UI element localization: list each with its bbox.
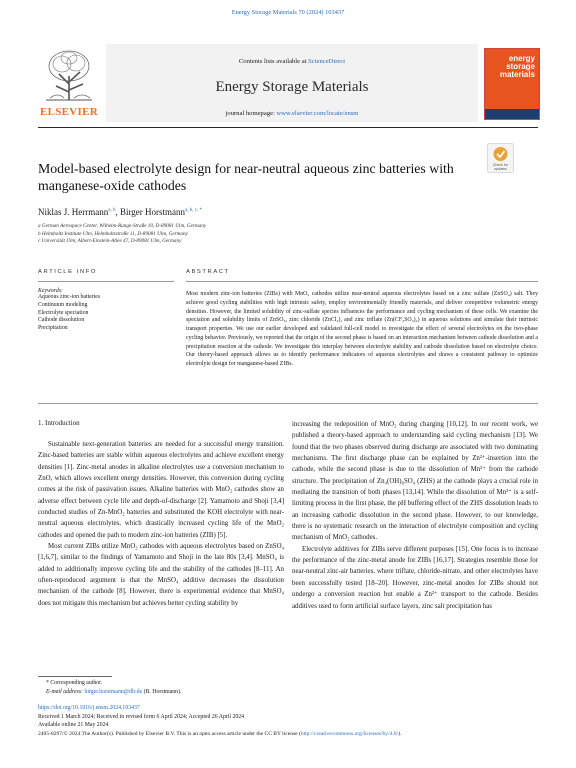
contents-line <box>106 58 478 65</box>
abstract-bottom-rule <box>38 403 538 404</box>
license-text: 2405-8297/© 2024 The Author(s). Published by Elsevier B.V. This is an open access article under the CC BY license ( <box>38 730 301 737</box>
homepage-link[interactable]: www.elsevier.com/locate/ensm <box>276 110 359 117</box>
license-line <box>38 730 401 739</box>
journal-cover-image[interactable] <box>484 48 540 120</box>
footnote-rule <box>38 676 112 677</box>
keyword: Cathode dissolution <box>38 317 85 324</box>
cover-text-line: energy <box>508 54 535 63</box>
contents-prefix: Contents lists available at <box>238 58 309 65</box>
author-list <box>38 207 202 217</box>
author-name[interactable]: Niklas J. Herrmann <box>38 207 109 217</box>
article-footer <box>38 704 401 738</box>
elsevier-tree-icon <box>44 48 94 102</box>
section-heading: 1. Introduction <box>38 419 80 427</box>
license-link[interactable]: http://creativecommons.org/licenses/by/4.0/ <box>300 730 399 737</box>
keyword: Precipitation <box>38 325 68 332</box>
cover-stripe <box>485 109 539 119</box>
email-link[interactable]: birger.horstmann@dlr.de <box>84 688 143 695</box>
left-column <box>38 439 284 609</box>
affiliation: c Universität Ulm, Albert-Einstein-Allee 47, D-89081 Ulm, Germany <box>38 238 182 244</box>
article-info-divider <box>38 281 174 282</box>
keyword: Continuum modeling <box>38 301 88 308</box>
keyword: Aqueous zinc-ion batteries <box>38 294 101 300</box>
journal-title: Energy Storage Materials <box>215 79 369 95</box>
journal-banner <box>106 44 478 122</box>
doi-link[interactable]: https://doi.org/10.1016/j.ensm.2024.103437 <box>38 705 140 711</box>
email-line <box>38 688 181 697</box>
svg-text:updates: updates <box>494 167 507 171</box>
keywords-block <box>38 288 178 333</box>
header-rule <box>38 127 538 128</box>
affiliation: a German Aerospace Center, Wilhelm-Runge-Straße 10, D-89081 Ulm, Germany <box>38 223 207 229</box>
abstract-text: Most modern zinc-ion batteries (ZIBs) with MnO₂ cathodes utilize near-neutral aqueous electrolytes based on a zinc sulfate (ZnSO₄) salt. They achieve good cycling stabilities with high intrinsic safety, employ environmentally friendly materials, and deliver competitive volumetric energy densities. However, the limited solubility of zinc-sulfate species influences the performance and cycling mechanism of these cells. We examine the speciation and solubility limits of ZnSO₄, zinc chloride (ZnCl₂), and zinc triflate (Zn(CF₃SO₃)₂) in aqueous solutions and simulate their intrinsic transport properties. We use our earlier developed and validated full-cell model to investigate the effect of several electrolytes on the two-phase cycling behavior. Previously, we reported that the origin of the second phase is based on an interaction mechanism between cathode dissolution and a precipitation reaction at the cathode. We investigate this interplay between electrolyte stability and cathode dissolution based on electrolyte choice. Our theory-based approach allows us to identify performance indicators of aqueous electrolytes and draws a consistent pathway to optimize electrolyte design for manganese-based ZIBs. <box>186 291 538 367</box>
email-label: E-mail address: <box>46 688 85 695</box>
body-paragraph: increasing the redeposition of MnO₂ during charging [10,12]. In our recent work, we published a theory-based approach to understanding said cycling mechanism [13]. We found that the two phases observed during discharge are associated with two dominating mechanisms. The first discharge phase can be explained by Zn²⁺-insertion into the cathode, while the second phase is due to the dissolution of Mn²⁺ from the cathode structure. The precipitation of Zn₄(OH)₆SO₄ (ZHS) at the cathode plays a crucial role in mediating the transition of both phases [13,14]. While the dissolution of Mn²⁺ is a self-limiting process in the first phase, the pH buffering effect of the ZHS dissolution leads to an increasing cathodic dissolution in the second phase. However, to our knowledge, there is no systematic research on the interaction of electrolyte composition and cycling mechanism of MnO₂ cathodes. <box>292 421 538 542</box>
journal-reference[interactable]: Energy Storage Materials 70 (2024) 103437 <box>231 9 345 16</box>
homepage-prefix: journal homepage: <box>225 110 277 117</box>
elsevier-logo[interactable] <box>38 44 100 122</box>
body-paragraph: Most current ZIBs utilize MnO₂ cathodes with aqueous electrolytes based on ZnSO₄ [1,6,7], similar to the findings of Yamamoto and Shoji in the late 80s [3,4]. MnSO₄ is added to additionally improve cycling life and the stability of the cathodes [8–11]. An often-reproduced argument is that the MnSO₄ additive decreases the dissolution mechanism of the cathode [8]. However, there is experimental evidence that MnSO₄ does not mitigate this mechanism but achieves better cycling stability by <box>38 543 284 607</box>
body-paragraph: Electrolyte additives for ZIBs serve different purposes [15]. One focus is to increase the performance of the zinc-metal anode for ZIBs [16,17]. Strategies resemble those for near-neutral zinc-air batteries, where triflate, chloride-nitrate, and other electrolytes have been successfully tested [18–20]. However, zinc-metal anodes for ZIBs should not undergo a conversion reaction but enable a Zn²⁺ transport to the cathode. Besides additives used to form artificial surface layers, zinc salt precipitation has <box>292 545 538 610</box>
keywords-label: Keywords: <box>38 288 63 294</box>
author-affiliation-marks[interactable]: a, b <box>108 208 116 213</box>
check-for-updates-badge[interactable] <box>487 143 514 173</box>
homepage-line <box>106 110 478 117</box>
article-title: Model-based electrolyte design for near-neutral aqueous zinc batteries with manganese-oxide cathodes <box>38 161 454 193</box>
affiliation: b Helmholtz Institute Ulm, Helmholtzstraße 11, D-89081 Ulm, Germany <box>38 230 188 237</box>
received-dates: Received 1 March 2024; Received in revised form 6 April 2024; Accepted 26 April 2024 <box>38 713 245 720</box>
publisher-wordmark: ELSEVIER <box>39 106 99 118</box>
check-for-updates-icon <box>487 143 514 173</box>
keyword: Electrolyte speciation <box>38 309 89 316</box>
sciencedirect-link[interactable]: ScienceDirect <box>308 58 346 65</box>
svg-text:Check for: Check for <box>492 163 509 167</box>
author-affiliation-marks[interactable]: a, b, c, * <box>185 208 202 213</box>
right-column <box>292 419 538 612</box>
author-name[interactable]: , Birger Horstmann <box>115 207 186 217</box>
body-paragraph: Sustainable next-generation batteries are needed for a successful energy transition. Zinc-based batteries are stable within aqueous electrolytes and achieve excellent energy densities [1]. Zinc-metal anodes in alkaline electrolytes use a conversion mechanism to ZnO, which allows excellent energy densities. However, this conversion during cycling comes at the risk of passivation issues. Alkaline batteries with MnO₂ cathodes show an adverse effect between cycle life and depth-of-discharge [2]. Yamamoto and Shoji [3,4] conducted studies of Zn-MnO₂ batteries and substituted the KOH electrolyte with near-neutral aqueous electrolytes, which drastically increased cycling life of the MnO₂ cathodes and opened the path to modern zinc-ion batteries (ZIB) [5]. <box>38 441 284 539</box>
cover-text-line: materials <box>499 70 535 79</box>
corresponding-note: * Corresponding author. <box>46 680 103 686</box>
cover-text-line: storage <box>506 62 535 71</box>
available-date: Available online 21 May 2024 <box>38 722 109 728</box>
article-info-heading: ARTICLE INFO <box>38 269 98 275</box>
email-suffix: (B. Horstmann). <box>142 688 182 695</box>
footnote <box>38 679 181 696</box>
journal-header <box>38 44 538 122</box>
abstract-divider <box>186 281 538 282</box>
license-suffix: ). <box>398 730 402 737</box>
abstract-heading: ABSTRACT <box>186 269 230 275</box>
